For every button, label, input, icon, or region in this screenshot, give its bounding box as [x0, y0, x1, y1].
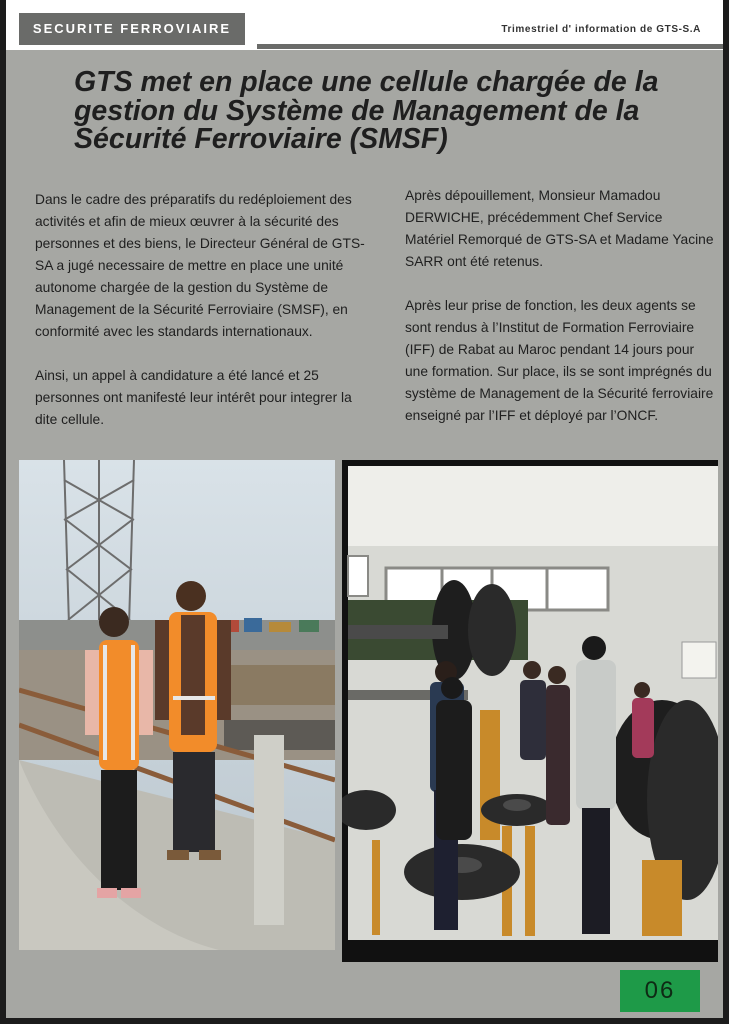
paragraph: Après dépouillement, Monsieur Mamadou DERWICHE, précédemment Chef Service Matériel Remorqué de GTS-SA et Madame Yacine SARR ont été retenus. [405, 188, 714, 269]
photo-agents-railway-yard [19, 460, 335, 950]
article-headline: GTS met en place une cellule chargée de la gestion du Système de Management de la Sécurité Ferroviaire (SMSF) [74, 66, 659, 155]
magazine-page [6, 0, 723, 1018]
article-column-right [405, 185, 715, 449]
paragraph: Après leur prise de fonction, les deux agents se sont rendus à l’Institut de Formation Ferroviaire (IFF) de Rabat au Maroc pendant 14 jours pour une formation. Sur place, ils se sont imprégnés du système de Management de la Sécurité ferroviaire enseigné par l’IFF et déployé par l’ONCF. [405, 298, 714, 423]
page-number: 06 [620, 970, 700, 1012]
section-tag: SECURITE FERROVIAIRE [19, 13, 245, 45]
header-divider [257, 44, 723, 49]
article-column-left [35, 189, 365, 453]
header-band [6, 0, 723, 50]
newsletter-name: Trimestriel d' information de GTS-S.A [501, 24, 701, 35]
paragraph: Dans le cadre des préparatifs du redéploiement des activités et afin de mieux œuvrer à la sécurité des personnes et des biens, le Directeur Général de GTS-SA a jugé necessaire de mettre en place une unité autonome chargée de la gestion du Système de Management de la Sécurité Ferroviaire (SMSF), en conformité avec les standards internationaux. [35, 192, 365, 339]
photo-training-workshop [342, 460, 718, 962]
paragraph: Ainsi, un appel à candidature a été lancé et 25 personnes ont manifesté leur intérêt pour integrer la dite cellule. [35, 368, 352, 427]
